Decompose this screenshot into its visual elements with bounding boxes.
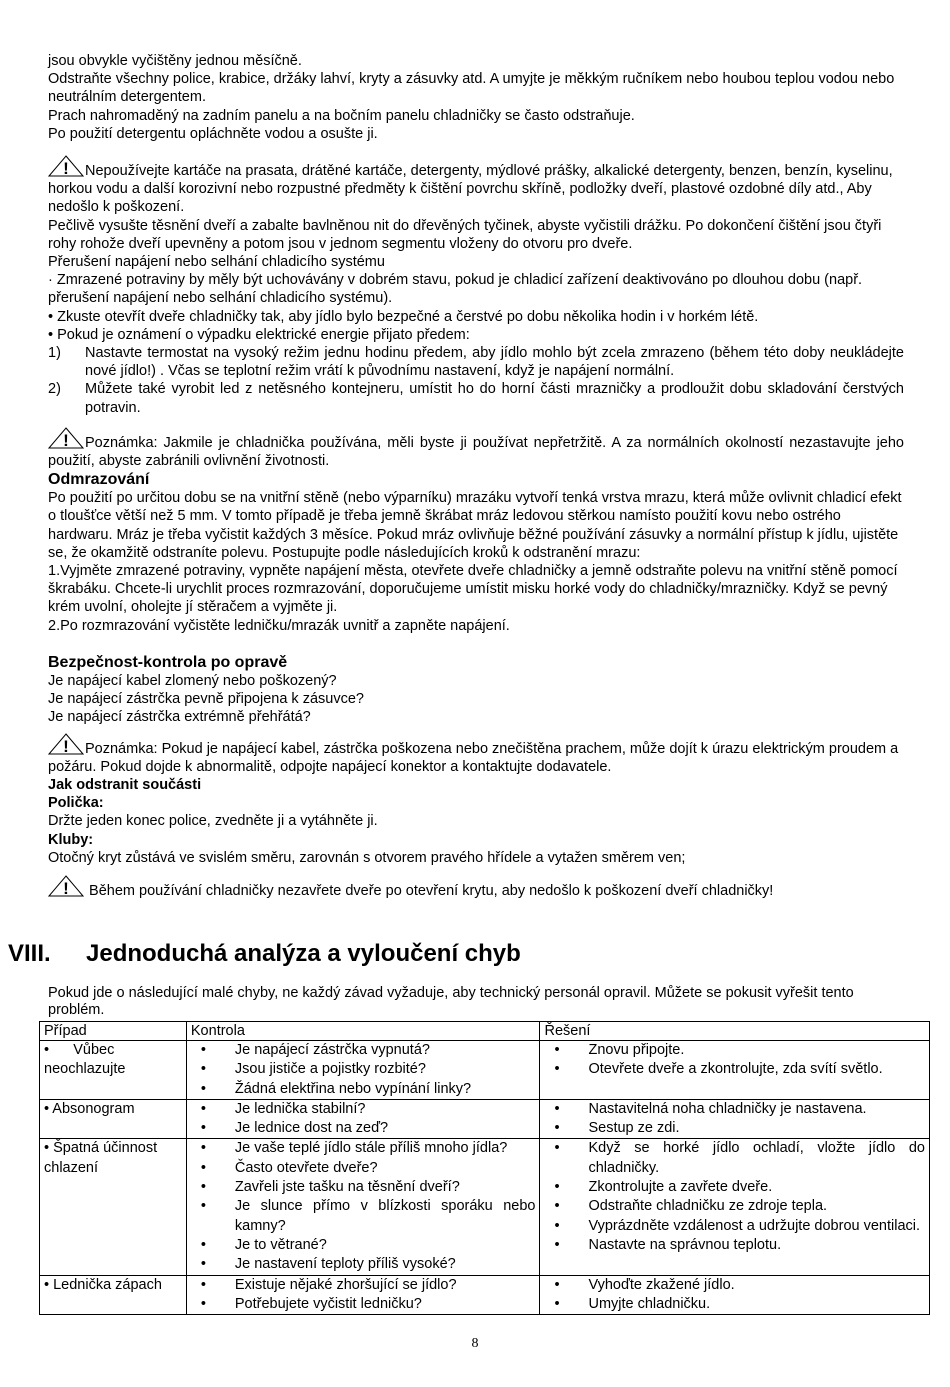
check-item: • Žádná elektřina nebo vypínání linky? (191, 1080, 536, 1099)
check-item: • Je slunce přímo v blízkosti sporáku nebo kamny? (191, 1197, 536, 1236)
numbered-item (48, 344, 904, 380)
warning-text: Nepoužívejte kartáče na prasata, drátěné kartáče, detergenty, mýdlové prášky, alkalické detergenty, benzen, benzín, kyselinu, horkou vodu a další korozivní nebo rozpustné předměty k čištění povrchu skříně, podložky dveří, plastové ozdobné díly atd., Aby nedošlo k poškození. (48, 163, 893, 216)
item-number: 1) (48, 345, 61, 362)
svg-text:!: ! (63, 878, 69, 897)
table-row (40, 1099, 930, 1139)
paragraph: • Zkuste otevřít dveře chladničky tak, aby jídlo bylo bezpečné a čerstvé po dobu několika hodin i v horkém létě. (48, 308, 759, 325)
solution-item: • Nastavitelná noha chladničky je nastavena. (544, 1100, 925, 1119)
numbered-item (48, 380, 904, 416)
item-text: Můžete také vyrobit led z netěsného kontejneru, umístit ho do horní části mrazničky a prodloužit dobu skladování čerstvých potravin. (85, 381, 904, 416)
solution-item: • Vyprázdněte vzdálenost a udržujte dobrou ventilaci. (544, 1217, 925, 1236)
warning-text: Během používání chladničky nezavřete dveře po otevření krytu, aby nedošlo k poškození dveří chladničky! (85, 882, 774, 899)
question: Je napájecí zástrčka pevně připojena k zásuvce? (48, 691, 364, 708)
warning-triangle-icon (48, 155, 84, 177)
question: Je napájecí kabel zlomený nebo poškozený? (48, 672, 337, 689)
check-item: • Je lednička stabilní? (191, 1100, 536, 1119)
column-header: Případ (40, 1022, 187, 1041)
solution-item: • Odstraňte chladničku ze zdroje tepla. (544, 1197, 925, 1216)
item-text: Nastavte termostat na vysoký režim jednu hodinu předem, aby jídlo mohlo být zcela zmrazeno (během této doby neukládejte nové jídlo!) . Včas se teplotní režim vrátí k původnímu nastavení, když je napájení normální. (85, 345, 904, 380)
warning-note (48, 427, 904, 470)
case-cell: • Vůbec neochlazujte (40, 1041, 187, 1100)
paragraph: Odstraňte všechny police, krabice, držáky lahví, kryty a zásuvky atd. A umyjte je měkkým ručníkem nebo houbou teplou vodou nebo neutrálním detergentem. (48, 71, 895, 106)
solution-item: • Znovu připojte. (544, 1041, 925, 1060)
solution-cell (540, 1041, 930, 1100)
svg-text:!: ! (63, 736, 69, 755)
check-cell (186, 1275, 540, 1315)
solution-item: • Zkontrolujte a zavřete dveře. (544, 1178, 925, 1197)
check-cell (186, 1099, 540, 1139)
warning-note (48, 733, 904, 776)
paragraph: · Zmrazené potraviny by měly být uchovávány v dobrém stavu, pokud je chladicí zařízení deaktivováno po dlouhou dobu (např. přerušení napájení nebo selhání chladicího systému). (48, 272, 863, 307)
solution-cell (540, 1139, 930, 1275)
subheading-clubs: Kluby: (48, 831, 94, 848)
section-title-defrost: Odmrazování (48, 471, 150, 489)
paragraph: Držte jeden konec police, zvedněte ji a vytáhněte ji. (48, 813, 378, 830)
paragraph: 2.Po rozmrazování vyčistěte ledničku/mrazák uvnitř a zapněte napájení. (48, 617, 510, 634)
paragraph: Otočný kryt zůstává ve svislém směru, zarovnán s otvorem pravého hřídele a vytažen směrem ven; (48, 849, 686, 866)
paragraph: 1.Vyjměte zmrazené potraviny, vypněte napájení města, otevřete dveře chladničky a jemně odstraňte polevu na vnitřní stěně pomocí škrabáku. Chcete-li urychlit proces rozmrazování, doporučujeme umístit misku horké vody do chladničky/mrazničky. Když se pevný krém uvolní, oholejte jí stěračem a vyjměte ji. (48, 563, 898, 616)
paragraph: jsou obvykle vyčištěny jednou měsíčně. (48, 53, 302, 69)
solution-item: • Otevřete dveře a zkontrolujte, zda svítí světlo. (544, 1060, 925, 1079)
solution-cell (540, 1275, 930, 1315)
check-item: • Často otevřete dveře? (191, 1159, 536, 1178)
section-title-safety: Bezpečnost-kontrola po opravě (48, 653, 288, 671)
solution-item: • Nastavte na správnou teplotu. (544, 1236, 925, 1255)
check-cell (186, 1139, 540, 1275)
column-header: Kontrola (186, 1022, 540, 1041)
case-cell: • Lednička zápach (40, 1275, 187, 1315)
check-item: • Je lednice dost na zeď? (191, 1119, 536, 1138)
solution-cell (540, 1099, 930, 1139)
page-body (48, 52, 904, 900)
table-row (40, 1139, 930, 1275)
svg-text:!: ! (63, 159, 69, 178)
solution-item: • Sestup ze zdi. (544, 1119, 925, 1138)
warning-triangle-icon (48, 733, 84, 755)
check-item: • Je vaše teplé jídlo stále příliš mnoho jídla? (191, 1139, 536, 1158)
chapter-heading (8, 940, 521, 968)
chapter-number: VIII. (8, 940, 51, 967)
warning-triangle-icon (48, 427, 84, 449)
question: Je napájecí zástrčka extrémně přehřátá? (48, 709, 311, 726)
paragraph: Přerušení napájení nebo selhání chladicího systému (48, 254, 385, 271)
case-cell: • Špatná účinnost chlazení (40, 1139, 187, 1275)
paragraph: Pečlivě vysušte těsnění dveří a zabalte bavlněnou nit do dřevěných tyčinek, abyste vyčistili drážku. Po dokončení čištění jsou čtyři rohy rohože dveří upevněny a potom jsou v jednom segmentu vloženy do otvoru pro dveře. (48, 217, 882, 252)
paragraph: Po použití detergentu opláchněte vodou a osušte ji. (48, 125, 378, 142)
solution-item: • Umyjte chladničku. (544, 1295, 925, 1314)
column-header: Řešení (540, 1022, 930, 1041)
solution-item: • Když se horké jídlo ochladí, vložte jídlo do chladničky. (544, 1139, 925, 1178)
subheading-shelf: Polička: (48, 795, 104, 812)
warning-note (48, 875, 904, 900)
svg-text:!: ! (63, 430, 69, 449)
check-item: • Potřebujete vyčistit ledničku? (191, 1295, 536, 1314)
paragraph: Prach nahromaděný na zadním panelu a na bočním panelu chladničky se často odstraňuje. (48, 107, 635, 124)
check-item: • Je nastavení teploty příliš vysoké? (191, 1255, 536, 1274)
table-header-row (40, 1022, 930, 1041)
check-item: • Zavřeli jste tašku na těsnění dveří? (191, 1178, 536, 1197)
table-row (40, 1275, 930, 1315)
warning-note (48, 155, 904, 217)
check-cell (186, 1041, 540, 1100)
page-number: 8 (471, 1336, 479, 1351)
chapter-title: Jednoduchá analýza a vyloučení chyb (86, 940, 521, 967)
solution-item: • Vyhoďte zkažené jídlo. (544, 1276, 925, 1295)
check-item: • Jsou jističe a pojistky rozbité? (191, 1060, 536, 1079)
paragraph: Po použití po určitou dobu se na vnitřní stěně (nebo výparníku) mrazáku vytvoří tenká vrstva mrazu, která může ovlivnit chladicí efekt o tloušťce větší než 5 mm. V tomto případě je třeba jemně škrábat mráz ledovou stěrkou namísto použití kovu nebo ostrého hardwaru. Mráz je třeba vyčistit každých 3 měsíce. Pokud mráz ovlivňuje běžné používání zásuvky a normální přístup k jídlu, ujistěte se, že okamžitě odstraníte polevu. Postupujte podle následujících kroků k odstranění mrazu: (48, 490, 902, 561)
paragraph: • Pokud je oznámení o výpadku elektrické energie přijato předem: (48, 326, 470, 343)
warning-triangle-icon (48, 875, 84, 897)
subheading-remove-parts: Jak odstranit součásti (48, 776, 202, 793)
table-row (40, 1041, 930, 1100)
check-item: • Je to větrané? (191, 1236, 536, 1255)
check-item: • Existuje nějaké zhoršující se jídlo? (191, 1276, 536, 1295)
check-item: • Je napájecí zástrčka vypnutá? (191, 1041, 536, 1060)
case-cell: • Absonogram (40, 1099, 187, 1139)
item-number: 2) (48, 381, 61, 398)
warning-text: Poznámka: Pokud je napájecí kabel, zástrčka poškozena nebo znečištěna prachem, může dojít k úrazu elektrickým proudem a požáru. Pokud dojde k abnormalitě, odpojte napájecí konektor a kontaktujte dodavatele. (48, 740, 899, 775)
troubleshooting-table (39, 1021, 930, 1315)
warning-text: Poznámka: Jakmile je chladnička používána, měli byste ji používat nepřetržitě. A za normálních okolností nezastavujte jeho použití, abyste zabránili ovlivnění životnosti. (48, 434, 904, 470)
intro-paragraph: Pokud jde o následující malé chyby, ne každý závad vyžaduje, aby technický personál opravil. Můžete se pokusit vyřešit tento problém. (48, 985, 854, 1018)
